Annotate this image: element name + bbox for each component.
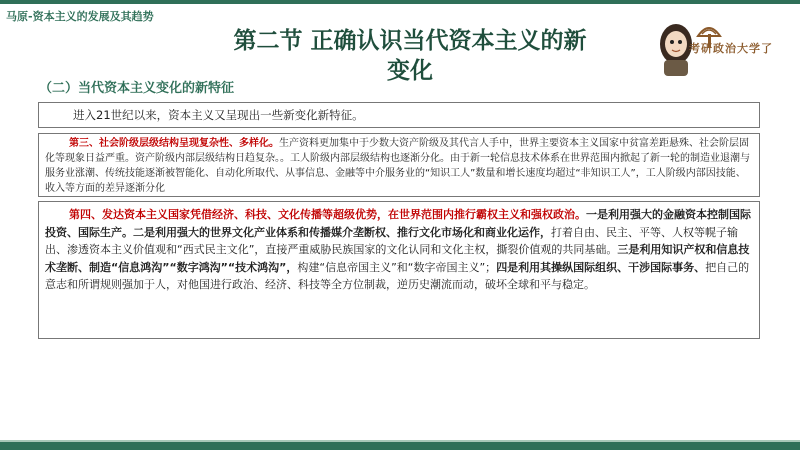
fourth-feature-lead: 第四、发达资本主义国家凭借经济、科技、文化传播等超级优势，在世界范围内推行霸权主义和强权政治。	[69, 208, 586, 221]
logo-text: 考研政治大学了	[689, 42, 773, 55]
course-title: 马原-资本主义的发展及其趋势	[6, 10, 154, 23]
point-four: 四是利用其操纵国际组织、干涉国际事务、	[496, 260, 706, 274]
bottom-accent-bar	[0, 442, 800, 450]
point-three: 三是利用知识产权和信息技术垄断、制造“信息鸿沟”“数字鸿沟”“技术鸿沟”，	[45, 243, 750, 274]
point-four-detail: 把自己的意志和所谓规则强加于人，对他国进行政治、经济、科技等全方位制裁，逆历史潮流而动，破坏全球和平与稳定。	[45, 260, 750, 291]
point-two-detail: 打着自由、民主、平等、人权等幌子输出、渗透资本主义价值观和“西式民主文化”，直接严重威胁民族国家的文化认同和文化主权，撕裂价值观的共同基础。	[45, 225, 738, 256]
page-title-line1: 第二节 正确认识当代资本主义的新	[233, 27, 587, 54]
third-feature-box	[38, 133, 760, 197]
point-one: 一是利用强大的金融资本控制国际投资、国际生产。	[45, 208, 751, 239]
third-feature-lead: 第三、社会阶级层级结构呈现复杂性、多样化。	[69, 138, 279, 149]
intro-text: 进入21世纪以来，资本主义又呈现出一些新变化新特征。	[73, 108, 364, 122]
fourth-feature-box	[38, 201, 760, 339]
page-title	[210, 26, 610, 86]
page-title-line2: 变化	[387, 57, 433, 84]
intro-box	[38, 102, 760, 128]
section-heading: （二）当代资本主义变化的新特征	[39, 81, 235, 96]
third-feature-body: 生产资料更加集中于少数大资产阶级及其代言人手中，世界主要资本主义国家中贫富差距悬殊、社会阶层固化等现象日益严重。资产阶级内部层级结构日趋复杂。。工人阶级内部层级结构也逐渐分化。由于新一轮信息技术体系在世界范围内掀起了新一轮的制造业退潮与服务业涨潮、传统技能逐渐被智能化、自动化所取代、从事信息、金融等中介服务业的“知识工人”数量和增长速度均超过“非知识工人”，工人阶级内部因技能、收入等方面的差异逐渐分化	[45, 138, 750, 194]
point-three-detail: 构建“信息帝国主义”和“数字帝国主义”；	[297, 260, 497, 274]
top-accent-bar	[0, 0, 800, 4]
point-two: 二是利用强大的世界文化产业体系和传播媒介垄断权、推行文化市场化和商业化运作，	[133, 225, 551, 239]
